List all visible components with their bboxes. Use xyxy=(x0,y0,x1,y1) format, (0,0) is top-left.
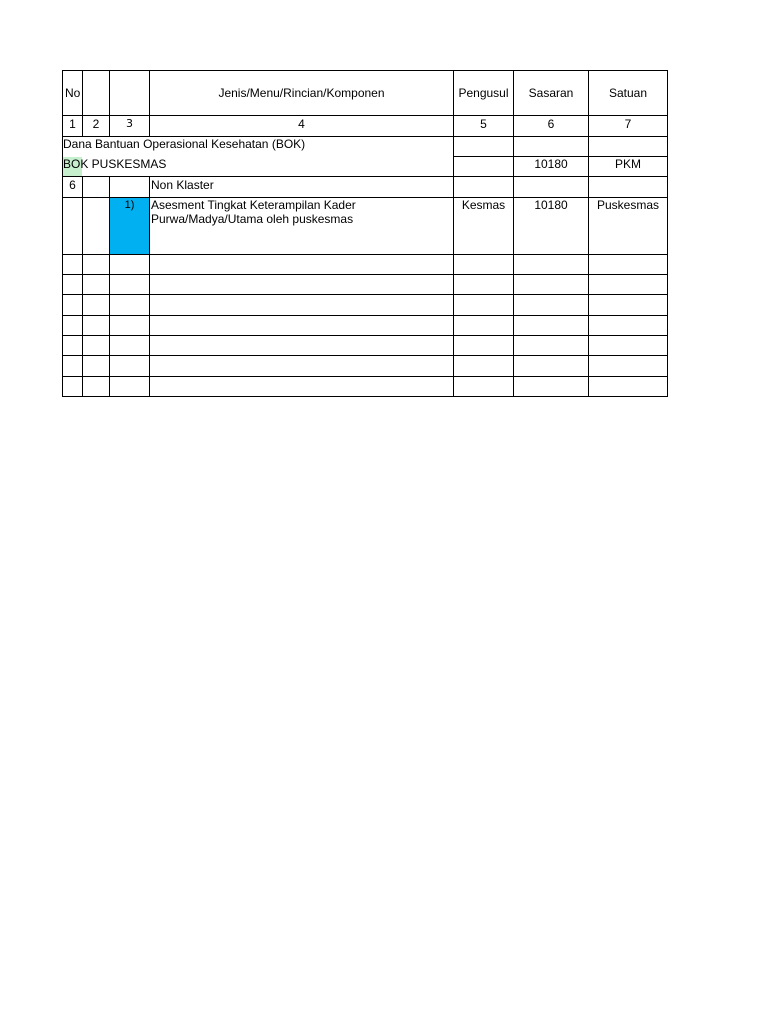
grid-line xyxy=(62,315,668,316)
column-number-3: 3 xyxy=(126,117,133,130)
grid-line xyxy=(62,335,668,336)
item-sasaran-value: 10180 xyxy=(534,198,568,212)
grid-line xyxy=(62,376,668,377)
header-no: No xyxy=(65,86,81,100)
non-klaster-label: Non Klaster xyxy=(151,178,214,192)
item-description-line-1: Asesment Tingkat Keterampilan Kader xyxy=(151,198,356,212)
header-jenis: Jenis/Menu/Rincian/Komponen xyxy=(218,86,385,100)
column-number-1: 1 xyxy=(69,117,76,131)
non-klaster-number: 6 xyxy=(69,178,76,192)
header-pengusul: Pengusul xyxy=(458,86,509,100)
grid-line xyxy=(62,294,668,295)
item-number: 1) xyxy=(124,199,135,211)
grid-line xyxy=(667,70,668,397)
grid-line xyxy=(62,355,668,356)
column-number-7: 7 xyxy=(624,117,632,131)
item-pengusul-value: Kesmas xyxy=(461,198,506,212)
bok-puskesmas-label: BOK PUSKESMAS xyxy=(63,157,167,171)
item-satuan-value: Puskesmas xyxy=(596,198,660,212)
grid-line xyxy=(149,177,150,397)
grid-line xyxy=(62,70,668,71)
bok-sasaran-value: 10180 xyxy=(534,157,568,171)
item-description-line-2: Purwa/Madya/Utama oleh puskesmas xyxy=(151,212,354,226)
header-satuan: Satuan xyxy=(608,86,648,100)
grid-line xyxy=(62,274,668,275)
grid-line xyxy=(62,396,668,397)
grid-line xyxy=(62,115,668,116)
column-number-4: 4 xyxy=(298,117,305,131)
column-number-5: 5 xyxy=(480,117,487,131)
bok-satuan-value: PKM xyxy=(614,157,641,171)
grid-line xyxy=(62,176,668,177)
column-number-6: 6 xyxy=(547,117,555,131)
grid-line xyxy=(82,177,83,397)
column-number-2: 2 xyxy=(92,117,100,131)
header-sasaran: Sasaran xyxy=(528,86,574,100)
grid-line xyxy=(62,254,668,255)
dana-bok-label: Dana Bantuan Operasional Kesehatan (BOK) xyxy=(63,137,306,151)
